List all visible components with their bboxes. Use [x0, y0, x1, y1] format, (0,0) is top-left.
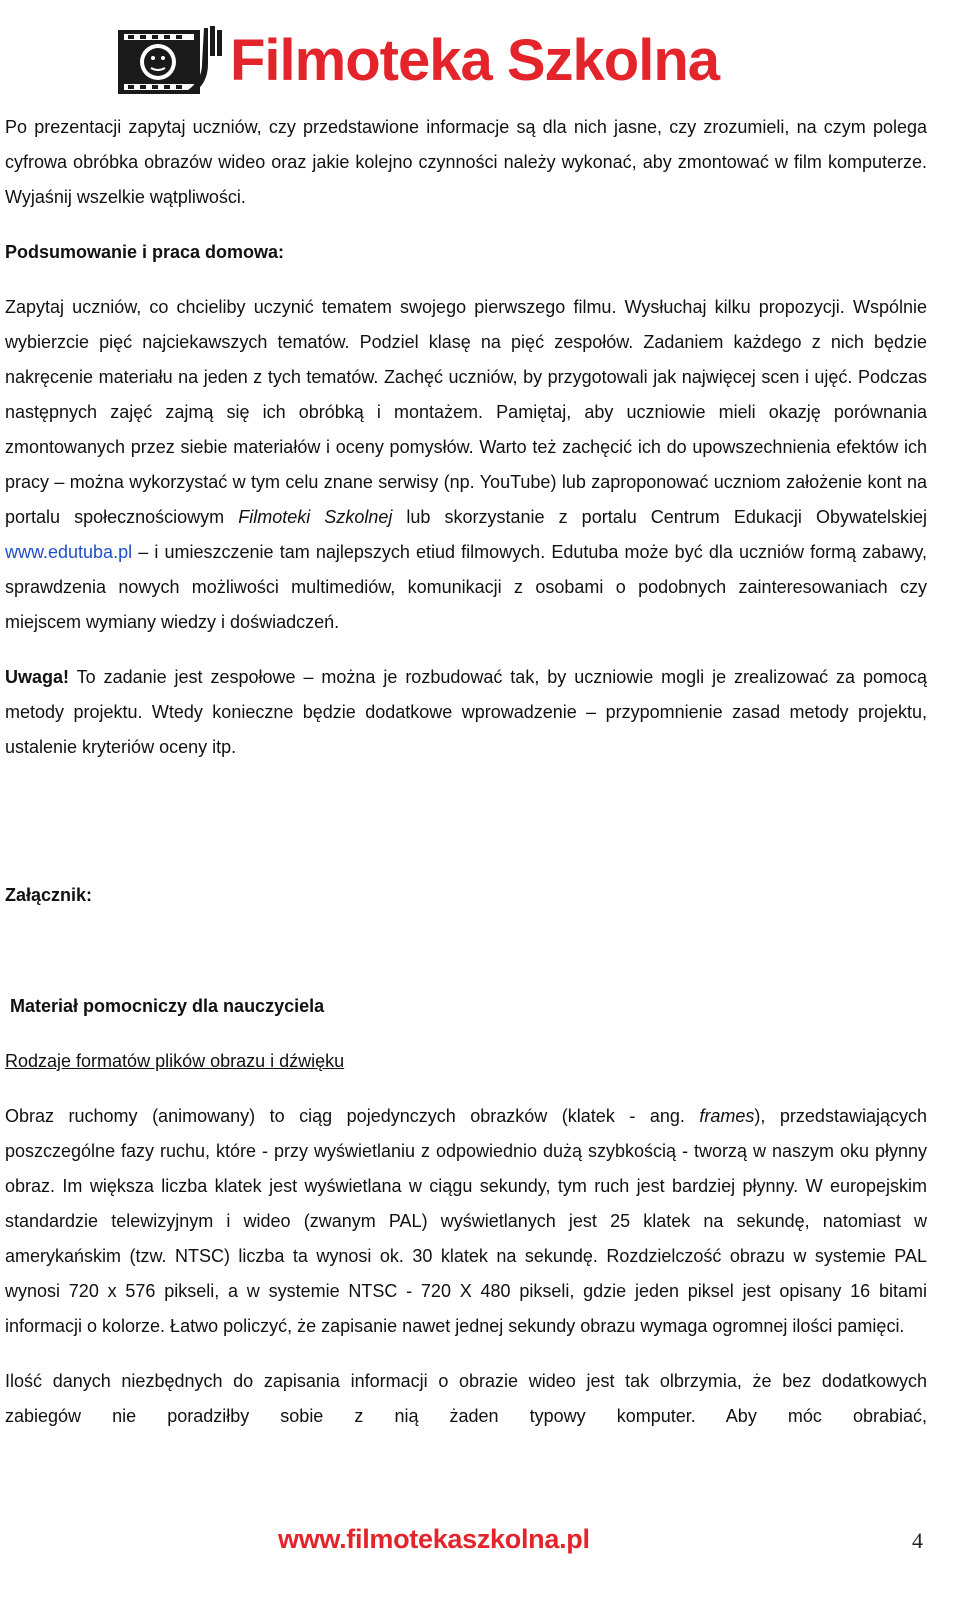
attachment-heading-block [5, 878, 927, 913]
filmoteka-italic: Filmoteki Szkolnej [238, 507, 393, 527]
homework-text-1: Zapytaj uczniów, co chcieliby uczynić tematem swojego pierwszego filmu. Wysłuchaj kilku propozycji. Wspólnie wybierzcie pięć najciekawszych tematów. Podziel klasę na pięć zespołów. Zadaniem każdego z nich będzie nakręcenie materiału na jeden z tych tematów. Zachęć uczniów, by przygotowali jak najwięcej scen i ujęć. Podczas następnych zajęć zajmą się ich obróbką i montażem. Pamiętaj, aby uczniowie mieli okazję porównania zmontowanych przez siebie materiałów i oceny pomysłów. Warto też zachęcić ich do upowszechnienia efektów ich pracy – można wykorzystać w tym celu znane serwisy (np. YouTube) lub zaproponować uczniom założenie kont na portalu społecznościowym [5, 297, 927, 527]
logo-text: Filmoteka Szkolna [230, 28, 720, 93]
note-paragraph [5, 660, 927, 765]
intro-text: Po prezentacji zapytaj uczniów, czy przedstawione informacje są dla nich jasne, czy zrozumieli, na czym polega cyfrowa obróbka obrazów wideo oraz jakie kolejno czynności należy wykonać, aby zmontować w film komputerze. Wyjaśnij wszelkie wątpliwości. [5, 117, 927, 207]
homework-paragraph [5, 290, 927, 640]
main-content [5, 110, 927, 765]
homework-text-2: lub skorzystanie z portalu Centrum Edukacji Obywatelskiej [392, 507, 928, 527]
intro-paragraph [5, 110, 927, 215]
filmoteka-logo [116, 24, 806, 98]
note-label: Uwaga! [5, 667, 70, 687]
page-number: 4 [912, 1528, 923, 1553]
moving-image-text-2: ), przedstawiających poszczególne fazy ruchu, które - przy wyświetlaniu z odpowiednio dużą szybkością - tworzą w naszym oku płynny obraz. Im większa liczba klatek jest wyświetlana w ciągu sekundy, tym ruch jest bardziej płynny. W europejskim standardzie telewizyjnym i wideo (zwanym PAL) wyświetlanych jest 25 klatek na sekundę, natomiast w amerykańskim (tzw. NTSC) liczba ta wynosi ok. 30 klatek na sekundę. Rozdzielczość obrazu w systemie PAL wynosi 720 x 576 pikseli, a w systemie NTSC - 720 X 480 pikseli, gdzie jeden piksel jest opisany 16 bitami informacji o kolorze. Łatwo policzyć, że zapisanie nawet jednej sekundy obrazu wymaga ogromnej ilości pamięci. [5, 1106, 927, 1336]
data-size-paragraph: Ilość danych niezbędnych do zapisania informacji o obrazie wideo jest tak olbrzymia, że bez dodatkowych zabiegów nie poradziłby sobie z nią żaden typowy komputer. Aby móc obrabiać, [5, 1371, 927, 1426]
note-text: To zadanie jest zespołowe – można je rozbudować tak, by uczniowie mogli je zrealizować za pomocą metody projektu. Wtedy konieczne będzie dodatkowe wprowadzenie – przypomnienie zasad metody projektu, ustalenie kryteriów oceny itp. [5, 667, 927, 757]
frames-italic: frames [699, 1106, 755, 1126]
attachment-heading: Załącznik: [5, 885, 93, 905]
film-reel-icon [116, 24, 228, 98]
footer-url[interactable]: www.filmotekaszkolna.pl [278, 1524, 590, 1554]
moving-image-paragraph [5, 1099, 927, 1344]
page-header [0, 0, 960, 110]
attachment-content [5, 989, 927, 1434]
homework-text-3: – i umieszczenie tam najlepszych etiud filmowych. Edutuba może być dla uczniów formą zabawy, sprawdzenia nowych możliwości multimediów, komunikacji z osobami o podobnych zainteresowaniach czy miejscem wymiany wiedzy i doświadczeń. [5, 542, 927, 632]
formats-subheading: Rodzaje formatów plików obrazu i dźwięku [5, 1051, 345, 1071]
edutuba-link[interactable]: www.edutuba.pl [5, 542, 133, 562]
moving-image-text-1: Obraz ruchomy (animowany) to ciąg pojedynczych obrazków (klatek - ang. [5, 1106, 700, 1126]
summary-heading: Podsumowanie i praca domowa: [5, 242, 285, 262]
teacher-material-heading: Materiał pomocniczy dla nauczyciela [5, 996, 325, 1016]
